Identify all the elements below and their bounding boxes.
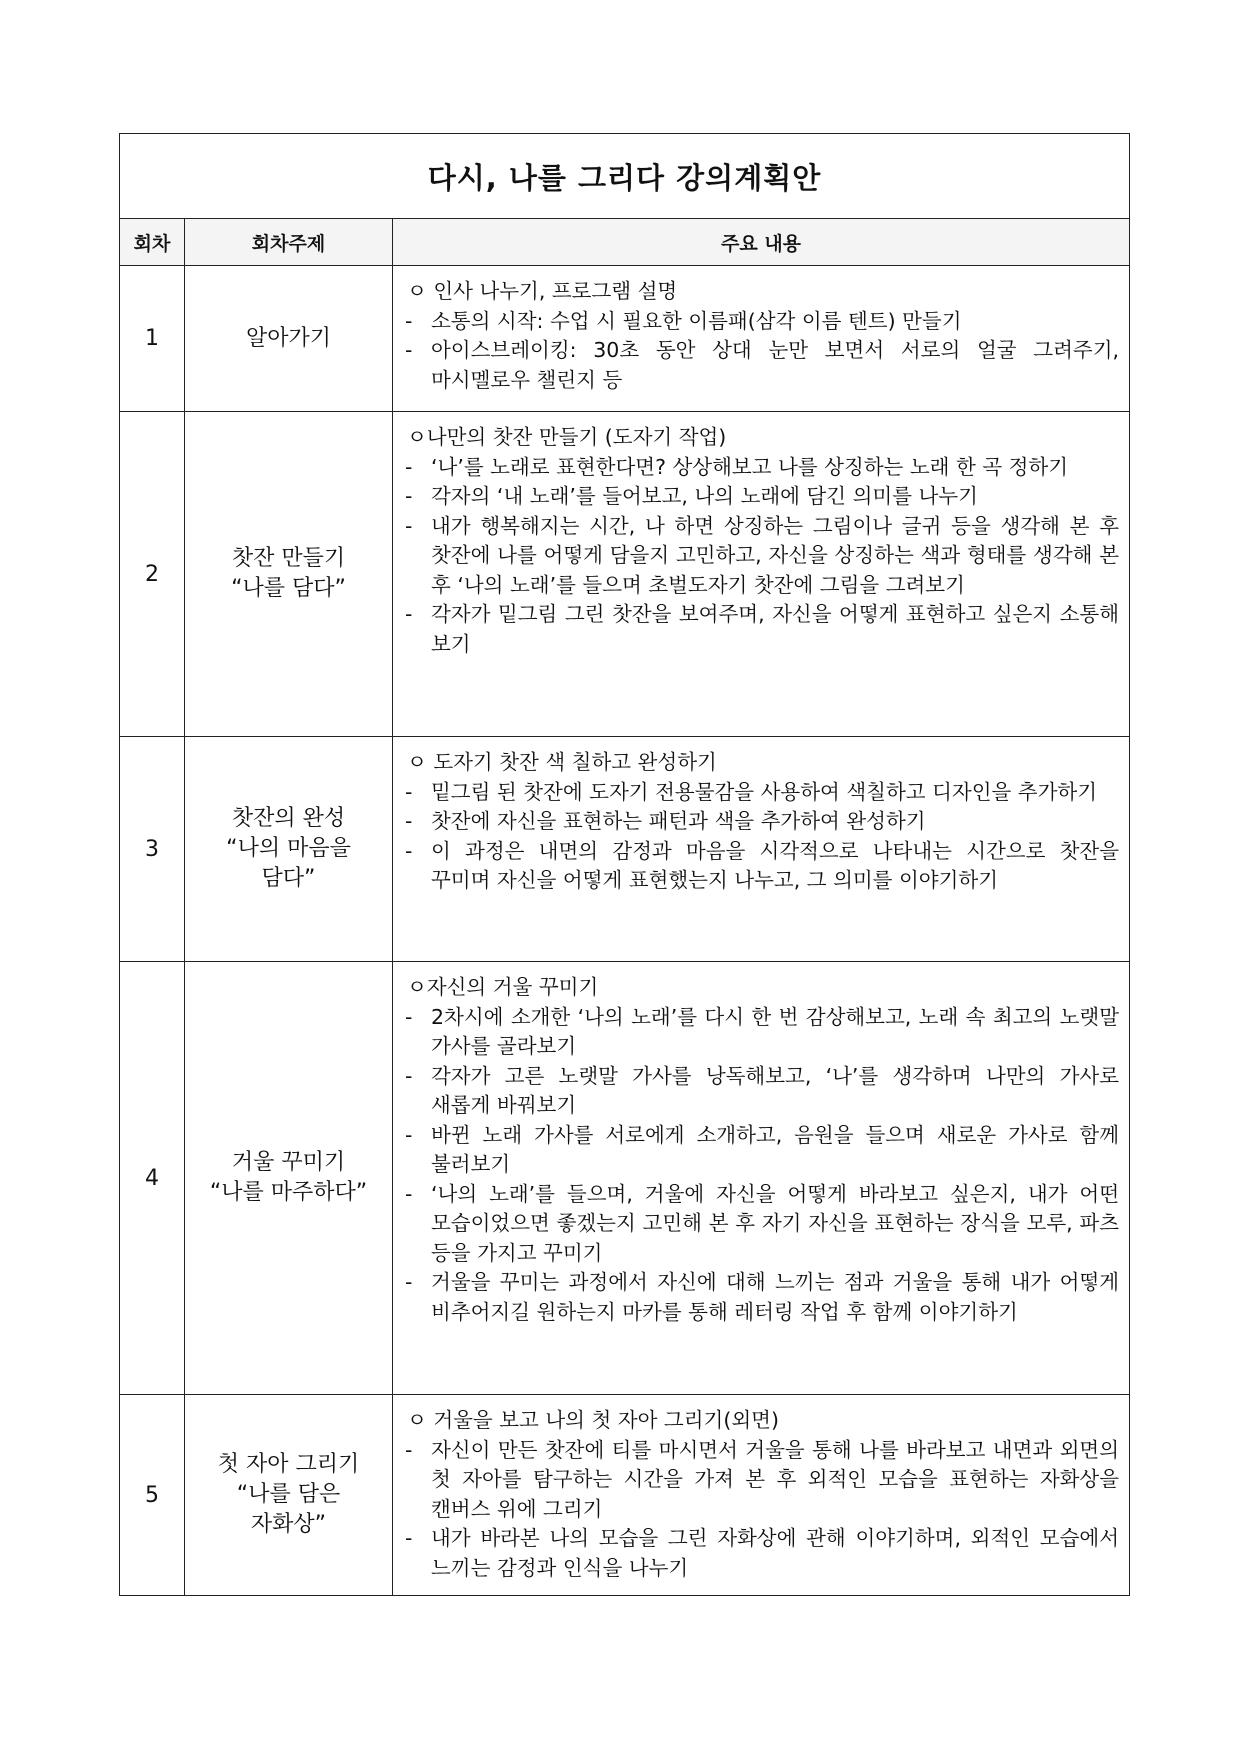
content-bullet [405, 512, 1119, 601]
bullet-marker: - [405, 1270, 413, 1294]
header-row [120, 219, 1130, 266]
content-bullet [405, 1062, 1119, 1121]
session-topic-line: 자화상” [250, 1512, 327, 1537]
content-heading: ㅇ 도자기 찻잔 색 칠하고 완성하기 [407, 750, 717, 774]
bullet-text: 2차시에 소개한 ‘나의 노래’를 다시 한 번 감상해보고, 노래 속 최고의 노랫말 가사를 골라보기 [431, 1004, 1120, 1058]
header-session: 회차 [120, 219, 185, 266]
bullet-text: 소통의 시작: 수업 시 필요한 이름패(삼각 이름 텐트) 만들기 [431, 308, 962, 333]
session-topic [185, 412, 393, 737]
bullet-text: 밑그림 된 찻잔에 도자기 전용물감을 사용하여 색칠하고 디자인을 추가하기 [431, 779, 1098, 804]
session-topic-line: 알아가기 [245, 325, 331, 351]
session-content [393, 737, 1130, 962]
bullet-text: 내가 행복해지는 시간, 나 하면 상징하는 그림이나 글귀 등을 생각해 본 후 찻잔에 나를 어떻게 담을지 고민하고, 자신을 상징하는 색과 형태를 생각해 본 후 ‘나의 노래’를 들으며 초벌도자기 찻잔에 그림을 그려보기 [431, 513, 1120, 597]
session-topic-line: 거울 꾸미기 [231, 1150, 346, 1175]
session-topic-line: “나의 마음을 [226, 836, 351, 861]
bullet-text: 찻잔에 자신을 표현하는 패턴과 색을 추가하여 완성하기 [431, 809, 926, 833]
bullet-text: ‘나의 노래’를 들으며, 거울에 자신을 어떻게 바라보고 싶은지, 내가 어떤 모습이었으면 좋겠는지 고민해 본 후 자기 자신을 표현하는 장식을 모루, 파츠 등을 가지고 꾸미기 [431, 1181, 1120, 1265]
session-topic-line: 찻잔 만들기 [231, 546, 346, 571]
session-row [120, 266, 1130, 412]
content-heading: ㅇ 인사 나누기, 프로그램 설명 [407, 279, 678, 303]
session-row [120, 737, 1130, 962]
bullet-text: 내가 바라본 나의 모습을 그린 자화상에 관해 이야기하며, 외적인 모습에서 느끼는 감정과 인식을 나누기 [431, 1526, 1120, 1580]
session-number: 1 [120, 266, 185, 412]
session-number: 3 [120, 737, 185, 962]
session-row [120, 412, 1130, 737]
title-row [120, 134, 1130, 219]
content-heading: ㅇ자신의 거울 꾸미기 [407, 975, 599, 999]
bullet-marker: - [405, 1181, 413, 1206]
content-bullet [405, 1524, 1119, 1583]
document-title: 다시, 나를 그리다 강의계획안 [120, 134, 1130, 219]
session-content [393, 962, 1130, 1395]
content-bullet [405, 778, 1119, 808]
bullet-marker: - [405, 779, 413, 804]
content-bullet [405, 807, 1119, 837]
session-topic [185, 962, 393, 1395]
bullet-text: 각자의 ‘내 노래’를 들어보고, 나의 노래에 담긴 의미를 나누기 [431, 484, 978, 508]
bullet-marker: - [405, 602, 413, 626]
content-bullet [405, 1121, 1119, 1180]
bullet-text: 이 과정은 내면의 감정과 마음을 시각적으로 나타내는 시간으로 찻잔을 꾸미며 자신을 어떻게 표현했는지 나누고, 그 의미를 이야기하기 [431, 838, 1120, 892]
session-topic-line: “나를 담다” [231, 576, 346, 601]
content-bullet [405, 837, 1119, 896]
bullet-marker: - [405, 308, 413, 333]
session-topic-line: 첫 자아 그리기 [217, 1452, 360, 1477]
content-bullet [405, 482, 1119, 512]
bullet-marker: - [405, 1437, 413, 1462]
content-bullet [405, 453, 1119, 483]
content-bullet [405, 307, 1119, 337]
bullet-text: ‘나’를 노래로 표현한다면? 상상해보고 나를 상징하는 노래 한 곡 정하기 [431, 454, 1069, 479]
bullet-marker: - [405, 1004, 413, 1029]
bullet-marker: - [405, 1526, 413, 1550]
header-topic: 회차주제 [185, 219, 393, 266]
bullet-marker: - [405, 338, 413, 362]
session-row [120, 1395, 1130, 1596]
content-heading: ㅇ나만의 찻잔 만들기 (도자기 작업) [407, 425, 727, 449]
content-bullet [405, 600, 1119, 659]
session-topic [185, 1395, 393, 1596]
session-content [393, 412, 1130, 737]
content-heading: ㅇ 거울을 보고 나의 첫 자아 그리기(외면) [407, 1408, 779, 1432]
session-topic [185, 737, 393, 962]
bullet-marker: - [405, 513, 413, 538]
content-bullet [405, 1180, 1119, 1269]
header-content: 주요 내용 [393, 219, 1130, 266]
bullet-marker: - [405, 454, 413, 479]
session-topic-line: “나를 마주하다” [209, 1180, 368, 1205]
session-number: 4 [120, 962, 185, 1395]
bullet-text: 각자가 고른 노랫말 가사를 낭독해보고, ‘나’를 생각하며 나만의 가사로 새롭게 바꿔보기 [431, 1063, 1120, 1117]
content-bullet [405, 1268, 1119, 1327]
bullet-marker: - [405, 1122, 413, 1147]
bullet-text: 각자가 밑그림 그린 찻잔을 보여주며, 자신을 어떻게 표현하고 싶은지 소통해 보기 [431, 602, 1120, 656]
bullet-text: 아이스브레이킹: 30초 동안 상대 눈만 보면서 서로의 얼굴 그려주기, 마시멜로우 챌린지 등 [431, 338, 1120, 392]
session-content [393, 266, 1130, 412]
session-number: 2 [120, 412, 185, 737]
session-content [393, 1395, 1130, 1596]
content-bullet [405, 1003, 1119, 1062]
bullet-marker: - [405, 1063, 413, 1088]
content-bullet [405, 1436, 1119, 1525]
bullet-marker: - [405, 838, 413, 863]
session-topic [185, 266, 393, 412]
bullet-marker: - [405, 484, 413, 508]
bullet-marker: - [405, 809, 413, 833]
bullet-text: 자신이 만든 찻잔에 티를 마시면서 거울을 통해 나를 바라보고 내면과 외면의 첫 자아를 탐구하는 시간을 가져 본 후 외적인 모습을 표현하는 자화상을 캔버스 위에 그리기 [431, 1437, 1120, 1521]
content-bullet [405, 336, 1119, 395]
lecture-plan-table [119, 133, 1130, 1596]
session-number: 5 [120, 1395, 185, 1596]
session-topic-line: 담다” [261, 866, 316, 891]
session-row [120, 962, 1130, 1395]
bullet-text: 거울을 꾸미는 과정에서 자신에 대해 느끼는 점과 거울을 통해 내가 어떻게 비추어지길 원하는지 마카를 통해 레터링 작업 후 함께 이야기하기 [431, 1270, 1120, 1324]
session-topic-line: “나를 담은 [236, 1482, 341, 1507]
bullet-text: 바뀐 노래 가사를 서로에게 소개하고, 음원을 들으며 새로운 가사로 함께 불러보기 [431, 1122, 1120, 1176]
session-topic-line: 찻잔의 완성 [231, 806, 346, 831]
